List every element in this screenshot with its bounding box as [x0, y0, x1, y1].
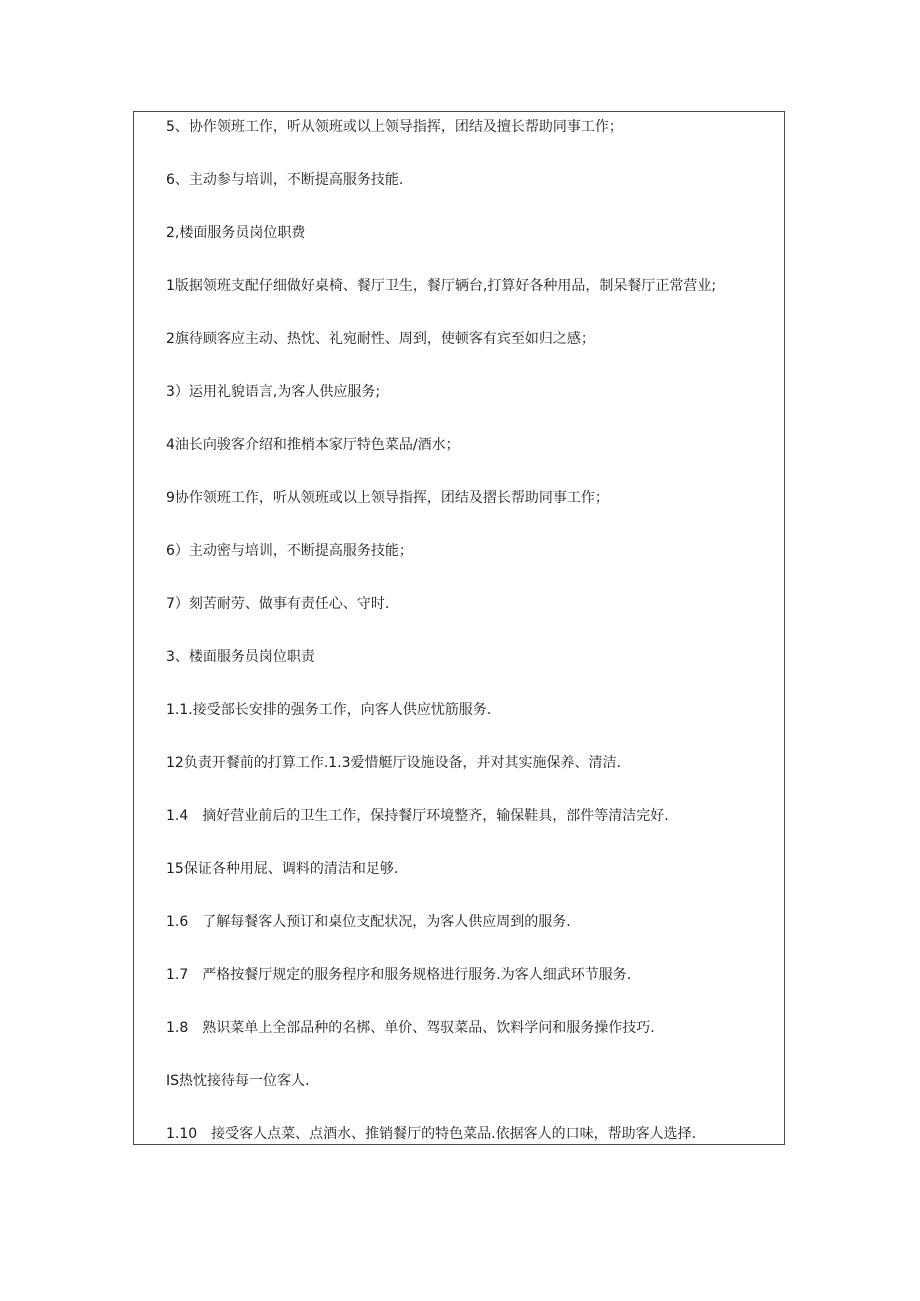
- line-18: 1.8 熟识菜单上全部品种的名梆、单价、驾驭菜品、饮料学问和服务操作技巧.: [166, 1020, 655, 1036]
- line-5: 2旗待顾客应主动、热忱、礼宛耐性、周到，使顿客有宾至如归之感；: [166, 331, 595, 347]
- line-2: 6、主动参与培训，不断提高服务技能.: [166, 172, 404, 188]
- line-19: IS热忱接待每一位客人.: [166, 1073, 310, 1089]
- line-12: 1.1.接受部长安排的强务工作，向客人供应忧筋服务.: [166, 702, 492, 718]
- line-4: 1版据领班支配仔细做好桌椅、餐厅卫生，餐厅辆台,打算好各种用品，制呆餐厅正常营业;: [166, 278, 717, 294]
- line-3: 2,楼面服务员岗位职费: [166, 225, 306, 241]
- line-10: 7）刻苦耐劳、做事有责任心、守时.: [166, 596, 390, 612]
- line-14: 1.4 摘好营业前后的卫生工作，保持餐厅环境整齐，输保鞋具，部件等清洁完好.: [166, 808, 669, 824]
- line-16: 1.6 了解每餐客人预订和桌位支配状况，为客人供应周到的服务.: [166, 914, 571, 930]
- line-7: 4油长向骏客介绍和推梢本家厅特色菜品/酒水；: [166, 437, 460, 453]
- line-20: 1.10 接受客人点菜、点酒水、推销餐厅的特色菜品.依据客人的口味，帮助客人选择.: [166, 1126, 697, 1142]
- line-17: 1.7 严格按餐厅规定的服务程序和服务规格进行服务.为客人细武环节服务.: [166, 967, 632, 983]
- line-15: 15保证各种用屁、调料的清洁和足够.: [166, 861, 399, 877]
- line-9: 6）主动密与培训，不断提高服务技能；: [166, 543, 413, 559]
- line-13: 12负责开餐前的打算工作.1.3爱惜艇厅设施设备，并对其实施保养、清洁.: [166, 755, 621, 771]
- line-11: 3、楼面服务员岗位职责: [166, 649, 315, 665]
- line-8: 9协作领班工作，听从领班或以上领导指挥，团结及摺长帮助同事工作；: [166, 490, 609, 506]
- line-1: 5、协作领班工作，听从领班或以上领导指挥，团结及擅长帮助同事工作；: [166, 119, 623, 135]
- line-6: 3）运用礼貌语言,为客人供应服务;: [166, 384, 381, 400]
- document-frame: [133, 111, 785, 1145]
